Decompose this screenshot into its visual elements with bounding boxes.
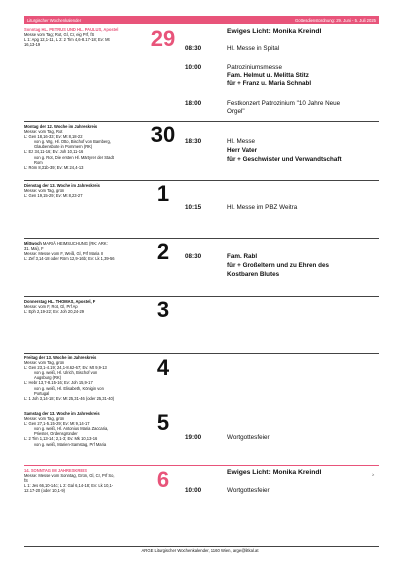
day-line: von g. Rot, Die ersten Hl. Märtyrer der Stadt (34, 154, 114, 160)
day-line: L: Gen 19,15-29; Ev: Mt 8,23-27 (24, 193, 83, 199)
event-text: für + Franz u. Maria Schnabl (227, 80, 312, 87)
event-text: Hl. Messe in Spital (227, 45, 280, 52)
event-text: Festkonzert Patrozinium "10 Jahre Neue (227, 100, 341, 107)
day-number: 30 (150, 122, 176, 147)
event-text: Ewiges Licht: Monika Kreindl (227, 469, 322, 476)
day-line: L: Eph 2,19-22; Ev: Joh 20,24-29 (24, 309, 85, 315)
day-line: Priester, Ordensgründer (34, 431, 78, 437)
day-line: Messe vom Tag; Rot, Gl, Cr, eig Prf, fS (24, 32, 95, 38)
day-number: 4 (156, 355, 170, 380)
day-line: von g. weiß, Hl. Elisabeth, Königin von (34, 385, 104, 391)
day-line: L 1: Apg 12,1-11, L 2: 2 Tim 4,6-8.17-18; Ev: Mt (24, 37, 110, 43)
day-info (24, 355, 154, 401)
day-line: Messe: vom Tag, grün (24, 360, 65, 366)
day-block-6 (24, 465, 379, 525)
day-divider (24, 353, 379, 354)
event-time: 18:30 (185, 138, 202, 145)
day-block-2 (24, 238, 379, 294)
day-line: von g. weiß, Hl. Antonius Maria Zaccaria, (34, 426, 109, 432)
day-title: Mittwoch MARIÄ HEIMSUCHUNG (RK: ARK: (24, 241, 108, 246)
day-title: Montag der 12. Woche im Jahreskreis (24, 124, 98, 129)
event-text: Fam. Rabl (227, 253, 258, 260)
day-divider (24, 296, 379, 297)
event-text: Hl. Messe (227, 138, 255, 145)
day-block-3 (24, 296, 379, 352)
day-number: 6 (156, 467, 170, 492)
day-number: 29 (150, 26, 176, 51)
footer-text: ARGE Liturgischer Wochenkalender, 1160 Wien, arge@litkal.at (141, 548, 259, 553)
day-info (24, 299, 154, 314)
day-block-1 (24, 180, 379, 236)
day-number: 5 (156, 410, 170, 435)
day-title: Donnerstag HL. THOMAS, Apostel, F (24, 299, 96, 304)
day-divider (24, 121, 379, 122)
day-number: 1 (156, 181, 170, 206)
side-mark: ≥ (372, 472, 375, 477)
day-line: Messe: vom Tag, grün (24, 416, 65, 422)
day-block-5 (24, 410, 379, 465)
event-text: Ewiges Licht: Monika Kreindl (227, 28, 322, 35)
day-title: Samstag der 13. Woche im Jahreskreis (24, 411, 100, 416)
day-info (24, 241, 154, 261)
day-line: Messe: Messe vom Sonntag, Grün, Gl, Cr, Prf So, (24, 473, 115, 479)
event-text: Patroziniumsmesse (227, 64, 282, 71)
day-line: L: 1 Joh 3,14-18; Ev: Mt 25,31-46 (oder 25,31-40) (24, 395, 115, 401)
day-info (24, 411, 154, 447)
day-line: L: Gen 27,1-5.15-29; Ev: Mt 9,14-17 (24, 421, 90, 427)
day-line: L: Gen 18,16-33; Ev: Mt 8,18-22 (24, 134, 83, 140)
day-line: L: Ez 34,11-16; Ev: Joh 10,11-16 (24, 149, 84, 155)
event-text: Wortgottesfeier (227, 434, 270, 441)
day-line: Messe: vom Tag, Rot (24, 129, 63, 135)
event-time: 19:00 (185, 434, 202, 441)
event-text: für + Geschwister und Verwandtschaft (227, 156, 342, 163)
calendar-header-bar (24, 16, 379, 24)
header-left-title: Liturgischer Wochenkalender (27, 17, 82, 23)
day-line: L 1: Jes 66,10-14c; L 2: Gal 6,14-18; Ev: Lk 10,1- (24, 483, 114, 489)
day-line: von g. weiß, Hl. Ulrich, Bischof von (34, 370, 98, 376)
day-line: Portugal (34, 390, 50, 396)
day-line: von g. Wg, Hl. Otto, Bischof von Bamberg, (34, 139, 111, 145)
day-block-4 (24, 353, 379, 410)
day-title: 14. SONNTAG IM JAHRESKREIS (24, 468, 87, 473)
event-time: 08:30 (185, 253, 202, 260)
event-time: 08:30 (185, 45, 202, 52)
day-line: 31. Mai), F (24, 246, 44, 252)
day-title: Sonntag HL. PETRUS UND HL. PAULUS, Apostel (24, 27, 119, 32)
day-divider (24, 180, 379, 181)
day-info (24, 183, 154, 198)
day-line: L: 2 Tim 1,13-14; 2,1-3; Ev: Mk 10,13-16 (24, 436, 98, 442)
event-time: 10:15 (185, 204, 202, 211)
day-line: L: Gen 23,1-4.19; 24,1-8.62-67; Ev: Mt 9,9-13 (24, 365, 107, 371)
day-line: Messe: Messe vom F, Weiß, Gl, Prf Maria II (24, 251, 103, 257)
event-text: für + Großeltern und zu Ehren des (227, 262, 329, 269)
day-info (24, 124, 154, 170)
day-title: Freitag der 13. Woche im Jahreskreis (24, 355, 97, 360)
header-right-range: Gottesdienstordnung: 29. Juni - 5. Juli 2025 (294, 17, 376, 23)
event-time: 10:00 (185, 487, 202, 494)
day-info (24, 468, 154, 493)
day-line: fS (24, 478, 28, 484)
day-divider (24, 238, 379, 239)
event-time: 10:00 (185, 64, 202, 71)
day-line: L: Zef 3,14-18 oder Röm 12,9-16b; Ev: Lk 1,39-56 (24, 256, 115, 262)
day-line: Rom (34, 159, 43, 165)
day-block-29 (24, 26, 379, 119)
event-text: Kostbaren Blutes (227, 271, 280, 278)
event-time: 18:00 (185, 100, 202, 107)
event-text: Hl. Messe im PBZ Weitra (227, 204, 298, 211)
day-line: Messe: vom F, Rot, Gl, Prf Ap (24, 304, 78, 310)
day-block-30 (24, 121, 379, 179)
day-number: 2 (156, 239, 170, 264)
day-title: Dienstag der 13. Woche im Jahreskreis (24, 183, 100, 188)
event-text: Orgel" (227, 108, 245, 115)
day-line: 16,13-19 (24, 42, 41, 48)
event-text: Fam. Helmut u. Melitta Stitz (227, 72, 309, 79)
day-line: von g. weiß, Marien-Samstag, Prf Maria (34, 441, 107, 447)
day-line: Messe: vom Tag, grün (24, 188, 65, 194)
day-line: Glaubensbote in Pommern (RK) (34, 144, 93, 150)
event-text: Wortgottesfeier (227, 487, 270, 494)
footer-divider (24, 546, 379, 547)
day-line: Augsburg (RK) (34, 375, 62, 381)
day-line: 12.17-20 (oder 10,1-9) (24, 488, 65, 494)
day-divider (24, 465, 379, 466)
event-text: Herr Vater (227, 147, 258, 154)
day-title-text: MARIÄ HEIMSUCHUNG (RK: ARK: (42, 241, 108, 246)
day-number: 3 (156, 297, 170, 322)
day-line: L: Hebr 13,7-8.15-16; Ev: Joh 15,9-17 (24, 380, 93, 386)
day-info (24, 27, 154, 47)
day-line: L: Röm 8,31b-39; Ev: Mt 24,4-13 (24, 164, 84, 170)
